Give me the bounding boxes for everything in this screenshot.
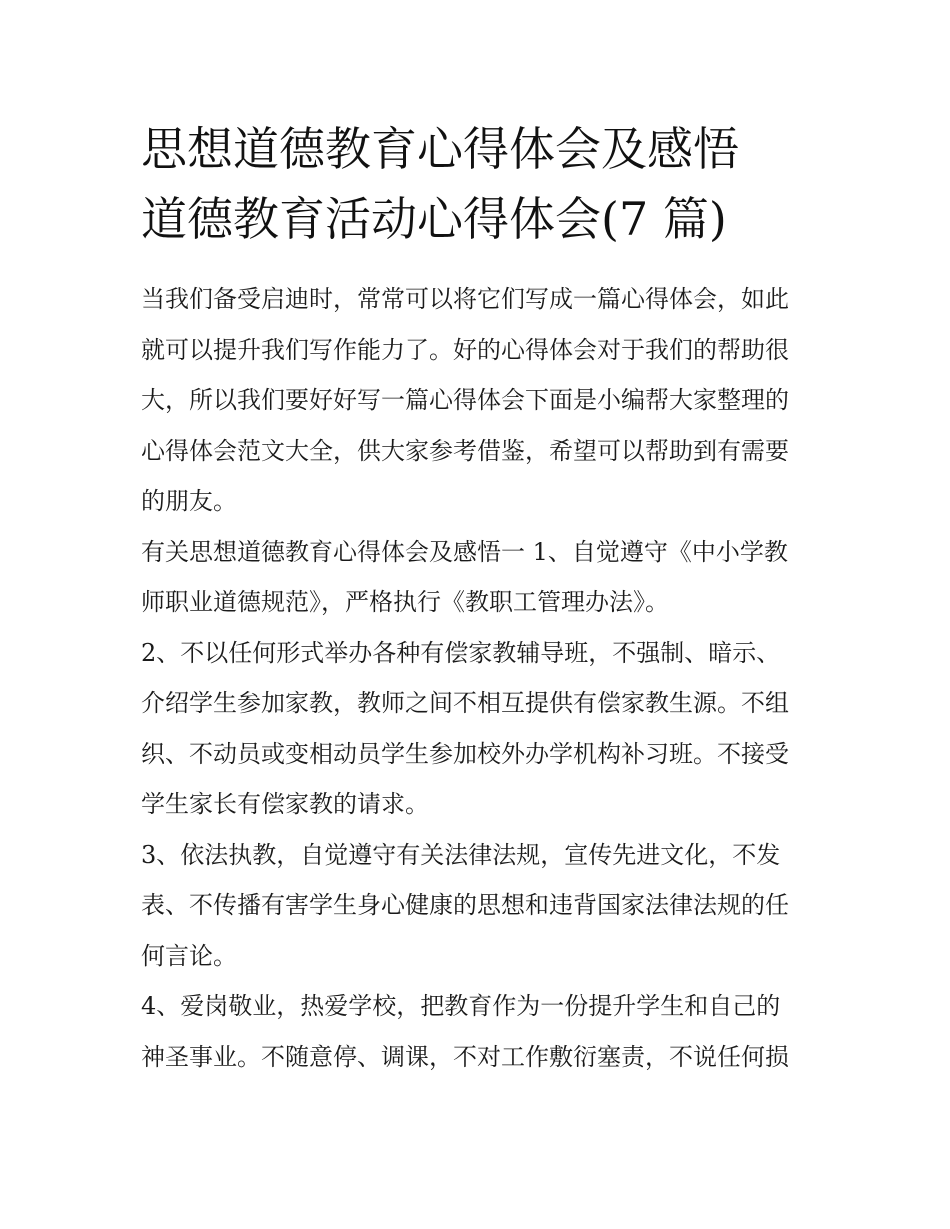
intro-paragraph (141, 274, 813, 527)
text-line: 师职业道德规范》，严格执行《教职工管理办法》。 (141, 588, 669, 616)
text-line: 织、不动员或变相动员学生参加校外办学机构补习班。不接受 (141, 739, 789, 768)
text-line: 2、不以任何形式举办各种有偿家教辅导班，不强制、暗示、 (141, 638, 781, 667)
text-line: 的朋友。 (141, 487, 237, 515)
text-line: 介绍学生参加家教，教师之间不相互提供有偿家教生源。不组 (141, 689, 789, 717)
text-line: 表、不传播有害学生身心健康的思想和违背国家法律法规的任 (141, 891, 789, 919)
text-line: 就可以提升我们写作能力了。好的心得体会对于我们的帮助很 (141, 335, 789, 364)
text-line: 大，所以我们要好好写一篇心得体会下面是小编帮大家整理的 (141, 386, 789, 414)
text-line: 神圣事业。不随意停、调课，不对工作敷衍塞责，不说任何损 (141, 1042, 789, 1071)
document-title (141, 114, 813, 254)
text-line: 3、依法执教，自觉遵守有关法律法规，宣传先进文化，不发 (141, 840, 781, 869)
title-line: 道德教育活动心得体会(7 篇) (141, 192, 727, 246)
section-paragraph-1 (141, 527, 813, 628)
section-paragraph-2 (141, 628, 813, 830)
title-line: 思想道德教育心得体会及感悟 (141, 122, 739, 176)
text-line: 当我们备受启迪时，常常可以将它们写成一篇心得体会，如此 (141, 285, 789, 313)
text-line: 学生家长有偿家教的请求。 (141, 790, 429, 818)
section-paragraph-4 (141, 981, 813, 1082)
text-line: 何言论。 (141, 941, 237, 970)
text-line: 心得体会范文大全，供大家参考借鉴，希望可以帮助到有需要 (141, 436, 789, 465)
document-content (141, 114, 813, 1082)
text-line: 有关思想道德教育心得体会及感悟一 1、自觉遵守《中小学教 (141, 537, 788, 566)
section-paragraph-3 (141, 830, 813, 982)
text-line: 4、爱岗敬业，热爱学校，把教育作为一份提升学生和自己的 (141, 992, 781, 1020)
